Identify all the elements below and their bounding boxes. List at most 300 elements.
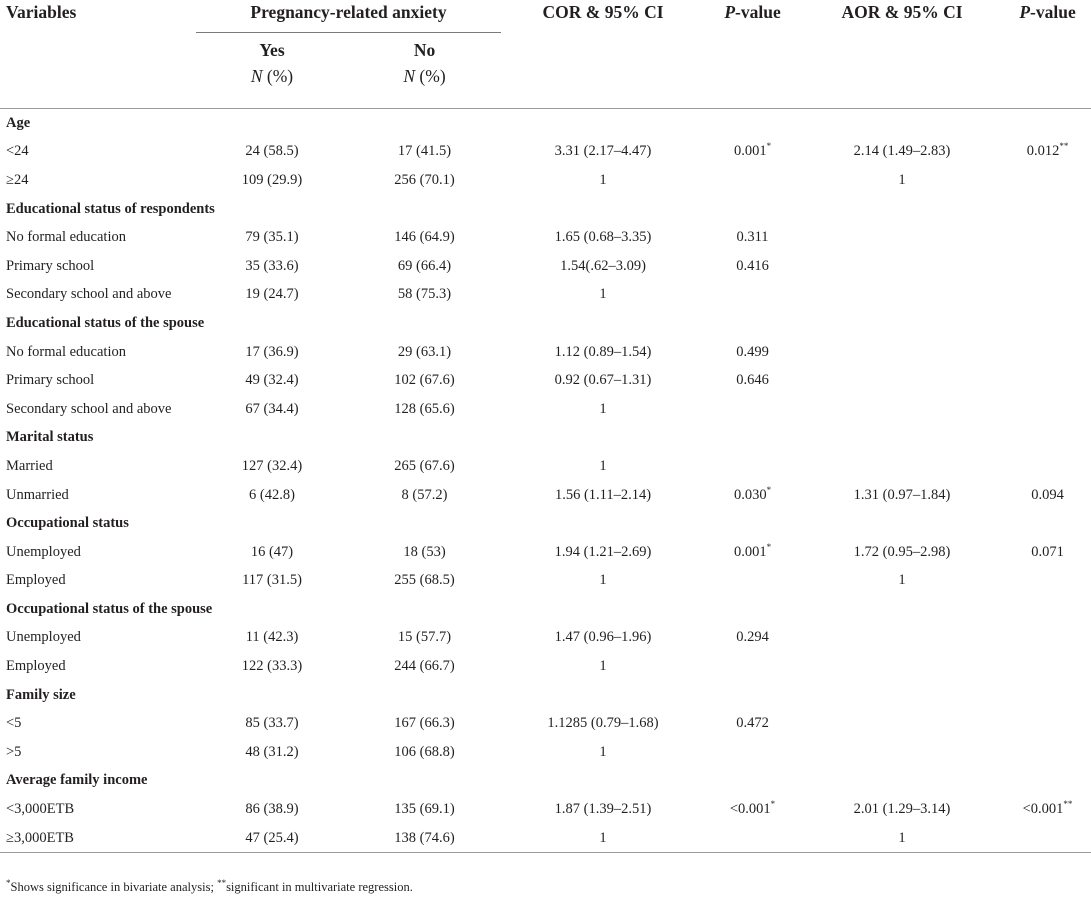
cell-yes-text: 86 (38.9) bbox=[245, 801, 299, 818]
table-row bbox=[0, 395, 1091, 424]
cell-no bbox=[348, 366, 501, 395]
cell-p-value-2 bbox=[1004, 567, 1091, 596]
cell-p-value-1-significance-mark: * bbox=[766, 541, 772, 552]
cell-cor-text: 1 bbox=[599, 286, 607, 303]
cell-p-value-2-text: 0.094 bbox=[1031, 486, 1064, 503]
cell-yes bbox=[196, 795, 348, 824]
cell-cor-text: 1.94 (1.21–2.69) bbox=[554, 543, 652, 560]
cell-aor bbox=[800, 824, 1004, 853]
cell-yes-text: 49 (32.4) bbox=[245, 372, 299, 389]
subheader-n-percent bbox=[348, 63, 501, 89]
cell-p-value-1 bbox=[705, 223, 800, 252]
cell-yes bbox=[196, 709, 348, 738]
cell-p-value-1 bbox=[705, 567, 800, 596]
cell-p-value-1 bbox=[705, 652, 800, 681]
cell-p-value-2 bbox=[1004, 624, 1091, 653]
cell-cor-text: 1 bbox=[599, 829, 607, 846]
cell-p-value-2 bbox=[1004, 538, 1091, 567]
cell-empty bbox=[348, 195, 501, 224]
cell-empty bbox=[196, 595, 348, 624]
cell-yes-text: 11 (42.3) bbox=[245, 629, 299, 646]
cell-p-value-1-text: 0.416 bbox=[736, 257, 769, 274]
cell-p-value-1-text: 0.472 bbox=[736, 715, 769, 732]
cell-no-text: 8 (57.2) bbox=[401, 486, 448, 503]
cell-empty bbox=[1004, 109, 1091, 138]
cell-p-value-1 bbox=[705, 795, 800, 824]
cell-empty bbox=[196, 424, 348, 453]
cell-cor-text: 1 bbox=[599, 658, 607, 675]
cell-empty bbox=[501, 595, 705, 624]
header-p-rest: -value bbox=[735, 2, 781, 22]
cell-p-value-1 bbox=[705, 738, 800, 767]
group-header-row bbox=[0, 509, 1091, 538]
cell-variable-text: Unemployed bbox=[6, 543, 81, 560]
cell-no bbox=[348, 738, 501, 767]
cell-empty bbox=[800, 681, 1004, 710]
table-row bbox=[0, 567, 1091, 596]
cell-cor bbox=[501, 624, 705, 653]
cell-cor bbox=[501, 395, 705, 424]
cell-aor bbox=[800, 452, 1004, 481]
cell-yes-text: 17 (36.9) bbox=[245, 343, 299, 360]
subheader-empty bbox=[0, 33, 196, 109]
subheader-no-label: No bbox=[413, 40, 436, 60]
cell-p-value-2 bbox=[1004, 138, 1091, 167]
cell-no bbox=[348, 481, 501, 510]
cell-cor bbox=[501, 538, 705, 567]
cell-empty bbox=[705, 424, 800, 453]
cell-p-value-1-text: 0.499 bbox=[736, 343, 769, 360]
cell-empty bbox=[800, 424, 1004, 453]
cell-empty bbox=[800, 767, 1004, 796]
cell-p-value-2-text: 0.071 bbox=[1031, 543, 1064, 560]
cell-p-value-1 bbox=[705, 366, 800, 395]
cell-p-value-2 bbox=[1004, 481, 1091, 510]
cell-no-text: 17 (41.5) bbox=[397, 143, 452, 160]
cell-empty bbox=[1004, 424, 1091, 453]
cell-no bbox=[348, 567, 501, 596]
cell-p-value-1 bbox=[705, 138, 800, 167]
cell-yes-text: 48 (31.2) bbox=[245, 743, 299, 760]
cell-variable-text: No formal education bbox=[6, 229, 126, 246]
cell-variable-text: Employed bbox=[6, 572, 66, 589]
cell-variable bbox=[0, 281, 196, 310]
cell-variable bbox=[0, 481, 196, 510]
cell-aor bbox=[800, 223, 1004, 252]
table-row bbox=[0, 366, 1091, 395]
cell-aor bbox=[800, 652, 1004, 681]
cell-variable bbox=[0, 109, 196, 138]
cell-no bbox=[348, 824, 501, 853]
cell-p-value-1-significance-mark: * bbox=[766, 141, 772, 152]
cell-empty bbox=[800, 309, 1004, 338]
cell-yes-text: 67 (34.4) bbox=[245, 400, 299, 417]
cell-p-value-1 bbox=[705, 452, 800, 481]
cell-aor-text: 2.01 (1.29–3.14) bbox=[853, 801, 951, 818]
cell-variable bbox=[0, 624, 196, 653]
cell-empty bbox=[196, 109, 348, 138]
cell-empty bbox=[501, 767, 705, 796]
table-row bbox=[0, 166, 1091, 195]
cell-variable bbox=[0, 395, 196, 424]
cell-cor-text: 1.87 (1.39–2.51) bbox=[554, 801, 652, 818]
cell-empty bbox=[501, 424, 705, 453]
cell-p-value-1 bbox=[705, 624, 800, 653]
subheader-n-percent bbox=[196, 63, 348, 89]
cell-yes bbox=[196, 624, 348, 653]
cell-yes-text: 122 (33.3) bbox=[241, 658, 303, 675]
cell-empty bbox=[501, 309, 705, 338]
cell-yes bbox=[196, 538, 348, 567]
cell-variable-text: ≥3,000ETB bbox=[6, 829, 74, 846]
cell-no bbox=[348, 624, 501, 653]
cell-yes bbox=[196, 824, 348, 853]
cell-variable-text: >5 bbox=[6, 743, 22, 760]
cell-no-text: 244 (66.7) bbox=[394, 658, 455, 675]
cell-empty bbox=[800, 195, 1004, 224]
cell-p-value-1-text: 0.311 bbox=[736, 229, 769, 246]
cell-aor bbox=[800, 338, 1004, 367]
cell-variable-text: Age bbox=[6, 114, 31, 131]
cell-yes bbox=[196, 452, 348, 481]
cell-no-text: 29 (63.1) bbox=[397, 343, 452, 360]
cell-p-value-2 bbox=[1004, 452, 1091, 481]
cell-p-value-2 bbox=[1004, 824, 1091, 853]
header-cor: COR & 95% CI bbox=[542, 2, 664, 22]
cell-empty bbox=[501, 681, 705, 710]
cell-cor-text: 1 bbox=[599, 572, 607, 589]
cell-p-value-2 bbox=[1004, 252, 1091, 281]
cell-p-value-2 bbox=[1004, 795, 1091, 824]
cell-variable-text: Occupational status of the spouse bbox=[6, 600, 213, 617]
cell-no bbox=[348, 252, 501, 281]
cell-p-value-1-text: 0.001 bbox=[733, 543, 767, 560]
cell-cor-text: 1 bbox=[599, 400, 607, 417]
cell-no bbox=[348, 281, 501, 310]
cell-cor-text: 3.31 (2.17–4.47) bbox=[554, 143, 652, 160]
cell-p-value-2 bbox=[1004, 166, 1091, 195]
cell-aor bbox=[800, 738, 1004, 767]
cell-no-text: 69 (66.4) bbox=[397, 257, 452, 274]
cell-yes bbox=[196, 481, 348, 510]
cell-cor bbox=[501, 366, 705, 395]
cell-aor bbox=[800, 624, 1004, 653]
cell-cor bbox=[501, 824, 705, 853]
cell-variable-text: Secondary school and above bbox=[6, 286, 172, 303]
header-p-value-1 bbox=[705, 0, 800, 33]
cell-yes bbox=[196, 652, 348, 681]
cell-cor-text: 0.92 (0.67–1.31) bbox=[554, 372, 652, 389]
cell-aor-text: 2.14 (1.49–2.83) bbox=[853, 143, 951, 160]
cell-aor bbox=[800, 138, 1004, 167]
cell-p-value-1 bbox=[705, 166, 800, 195]
cell-variable-text: Secondary school and above bbox=[6, 400, 172, 417]
cell-p-value-1-text: 0.646 bbox=[736, 372, 769, 389]
cell-no-text: 146 (64.9) bbox=[394, 229, 455, 246]
cell-empty bbox=[1004, 681, 1091, 710]
cell-cor bbox=[501, 652, 705, 681]
cell-no bbox=[348, 395, 501, 424]
cell-empty bbox=[800, 509, 1004, 538]
cell-empty bbox=[705, 195, 800, 224]
footnote-text-1: Shows significance in bivariate analysis; bbox=[10, 880, 218, 894]
cell-p-value-1 bbox=[705, 824, 800, 853]
table-end-rule bbox=[0, 853, 1091, 854]
subheader-yes bbox=[196, 33, 348, 109]
cell-variable bbox=[0, 595, 213, 624]
table-row bbox=[0, 223, 1091, 252]
cell-no bbox=[348, 452, 501, 481]
cell-aor bbox=[800, 166, 1004, 195]
table-end-line bbox=[0, 853, 1091, 854]
cell-aor bbox=[800, 395, 1004, 424]
table-row bbox=[0, 252, 1091, 281]
header-p-italic: P bbox=[1019, 2, 1031, 22]
cell-variable-text: Educational status of respondents bbox=[6, 200, 215, 217]
footnote-sup-2: ** bbox=[217, 877, 227, 888]
header-aor: AOR & 95% CI bbox=[841, 2, 963, 22]
footnote-text-2: significant in multivariate regression. bbox=[226, 880, 413, 894]
cell-p-value-1 bbox=[705, 481, 800, 510]
cell-yes bbox=[196, 252, 348, 281]
cell-variable-text: Family size bbox=[6, 686, 76, 703]
cell-no-text: 128 (65.6) bbox=[394, 400, 455, 417]
table-row bbox=[0, 338, 1091, 367]
cell-empty bbox=[800, 109, 1004, 138]
n-rest: (%) bbox=[415, 66, 446, 86]
cell-empty bbox=[501, 109, 705, 138]
cell-no-text: 106 (68.8) bbox=[394, 743, 455, 760]
header-variables: Variables bbox=[6, 2, 77, 22]
cell-p-value-1-text: 0.001 bbox=[733, 143, 767, 160]
group-header-row bbox=[0, 195, 1091, 224]
cell-cor-text: 1.1285 (0.79–1.68) bbox=[547, 715, 659, 732]
cell-variable bbox=[0, 195, 215, 224]
cell-variable bbox=[0, 138, 196, 167]
cell-cor-text: 1.47 (0.96–1.96) bbox=[554, 629, 652, 646]
cell-cor bbox=[501, 138, 705, 167]
cell-yes bbox=[196, 281, 348, 310]
header-p-rest: -value bbox=[1030, 2, 1076, 22]
cell-empty bbox=[800, 595, 1004, 624]
cell-variable bbox=[0, 567, 196, 596]
cell-empty bbox=[348, 509, 501, 538]
cell-no-text: 135 (69.1) bbox=[394, 801, 455, 818]
cell-yes bbox=[196, 166, 348, 195]
cell-cor-text: 1 bbox=[599, 457, 607, 474]
cell-yes-text: 79 (35.1) bbox=[245, 229, 299, 246]
cell-variable bbox=[0, 424, 196, 453]
cell-cor-text: 1.54(.62–3.09) bbox=[560, 257, 646, 274]
cell-no-text: 255 (68.5) bbox=[394, 572, 455, 589]
cell-empty bbox=[196, 767, 348, 796]
cell-empty bbox=[1004, 195, 1091, 224]
cell-variable-text: Educational status of the spouse bbox=[6, 314, 205, 331]
cell-aor bbox=[800, 538, 1004, 567]
subheader-empty bbox=[800, 33, 1004, 109]
cell-empty bbox=[1004, 595, 1091, 624]
subheader-no bbox=[348, 33, 501, 109]
subheader-yes-label: Yes bbox=[259, 40, 285, 60]
cell-p-value-1-text: 0.294 bbox=[736, 629, 769, 646]
table-row bbox=[0, 538, 1091, 567]
cell-empty bbox=[501, 195, 705, 224]
cell-empty bbox=[348, 681, 501, 710]
cell-empty bbox=[1004, 767, 1091, 796]
cell-empty bbox=[705, 309, 800, 338]
cell-cor bbox=[501, 452, 705, 481]
footnote-sup-1: * bbox=[6, 877, 11, 888]
cell-cor bbox=[501, 252, 705, 281]
cell-cor bbox=[501, 281, 705, 310]
header-p-value-2 bbox=[1004, 0, 1091, 33]
cell-variable bbox=[0, 452, 196, 481]
cell-cor bbox=[501, 481, 705, 510]
cell-empty bbox=[705, 509, 800, 538]
table-row bbox=[0, 138, 1091, 167]
cell-variable bbox=[0, 538, 196, 567]
cell-empty bbox=[196, 681, 348, 710]
cell-p-value-2 bbox=[1004, 223, 1091, 252]
cell-yes-text: 19 (24.7) bbox=[245, 286, 299, 303]
cell-p-value-1 bbox=[705, 281, 800, 310]
cell-variable bbox=[0, 252, 196, 281]
cell-variable bbox=[0, 681, 196, 710]
cell-yes-text: 117 (31.5) bbox=[242, 572, 302, 589]
cell-no bbox=[348, 652, 501, 681]
cell-no bbox=[348, 166, 501, 195]
cell-cor bbox=[501, 709, 705, 738]
cell-variable bbox=[0, 338, 196, 367]
cell-aor-text: 1.72 (0.95–2.98) bbox=[853, 543, 951, 560]
cell-p-value-1-significance-mark: * bbox=[770, 799, 776, 810]
cell-p-value-2-text: <0.001 bbox=[1022, 801, 1064, 818]
cell-cor bbox=[501, 567, 705, 596]
cell-no-text: 102 (67.6) bbox=[394, 372, 455, 389]
n-italic: N bbox=[403, 66, 416, 86]
cell-yes bbox=[196, 223, 348, 252]
cell-cor-text: 1.65 (0.68–3.35) bbox=[554, 229, 652, 246]
header-row bbox=[0, 0, 1091, 33]
cell-p-value-1 bbox=[705, 709, 800, 738]
cell-empty bbox=[501, 509, 705, 538]
cell-aor bbox=[800, 481, 1004, 510]
cell-no-text: 58 (75.3) bbox=[397, 286, 452, 303]
cell-no bbox=[348, 795, 501, 824]
table-row bbox=[0, 624, 1091, 653]
cell-yes-text: 109 (29.9) bbox=[241, 171, 303, 188]
table-row bbox=[0, 824, 1091, 853]
cell-cor-text: 1 bbox=[599, 743, 607, 760]
cell-empty bbox=[196, 309, 348, 338]
cell-variable bbox=[0, 767, 196, 796]
cell-variable-text: Marital status bbox=[6, 429, 94, 446]
group-header-row bbox=[0, 681, 1091, 710]
cell-yes bbox=[196, 395, 348, 424]
cell-variable bbox=[0, 223, 196, 252]
cell-variable bbox=[0, 795, 196, 824]
cell-p-value-2 bbox=[1004, 738, 1091, 767]
cell-p-value-1 bbox=[705, 252, 800, 281]
table-row bbox=[0, 281, 1091, 310]
cell-aor bbox=[800, 795, 1004, 824]
n-italic: N bbox=[250, 66, 263, 86]
cell-cor bbox=[501, 338, 705, 367]
cell-cor bbox=[501, 738, 705, 767]
cell-aor-text: 1 bbox=[898, 171, 906, 188]
cell-variable bbox=[0, 309, 205, 338]
cell-yes bbox=[196, 366, 348, 395]
cell-yes bbox=[196, 338, 348, 367]
cell-yes-text: 47 (25.4) bbox=[245, 829, 299, 846]
cell-variable-text: Unmarried bbox=[6, 486, 69, 503]
cell-variable-text: Primary school bbox=[6, 257, 95, 274]
table-footnote bbox=[6, 877, 413, 895]
cell-yes bbox=[196, 738, 348, 767]
cell-cor-text: 1.56 (1.11–2.14) bbox=[554, 486, 652, 503]
table-row bbox=[0, 652, 1091, 681]
subheader-empty bbox=[705, 33, 800, 109]
cell-aor bbox=[800, 567, 1004, 596]
cell-no-text: 15 (57.7) bbox=[397, 629, 452, 646]
cell-no-text: 138 (74.6) bbox=[394, 829, 455, 846]
cell-empty bbox=[196, 195, 348, 224]
header-p-italic: P bbox=[724, 2, 736, 22]
cell-p-value-1-significance-mark: * bbox=[766, 484, 772, 495]
cell-variable bbox=[0, 509, 196, 538]
header-pregnancy-anxiety: Pregnancy-related anxiety bbox=[196, 0, 501, 33]
cell-p-value-2 bbox=[1004, 709, 1091, 738]
group-header-row bbox=[0, 595, 1091, 624]
cell-cor-text: 1.12 (0.89–1.54) bbox=[554, 343, 652, 360]
cell-cor bbox=[501, 223, 705, 252]
cell-p-value-2-text: 0.012 bbox=[1026, 143, 1060, 160]
cell-empty bbox=[348, 309, 501, 338]
cell-variable-text: Unemployed bbox=[6, 629, 81, 646]
table-body bbox=[0, 109, 1091, 853]
subheader-empty bbox=[501, 33, 705, 109]
group-header-row bbox=[0, 767, 1091, 796]
cell-empty bbox=[348, 767, 501, 796]
cell-variable-text: Employed bbox=[6, 658, 66, 675]
cell-p-value-1 bbox=[705, 395, 800, 424]
cell-p-value-1-text: 0.030 bbox=[733, 486, 767, 503]
cell-p-value-1-text: <0.001 bbox=[729, 801, 771, 818]
cell-aor bbox=[800, 709, 1004, 738]
group-header-row bbox=[0, 424, 1091, 453]
cell-p-value-2-significance-mark: ** bbox=[1059, 141, 1069, 152]
cell-variable bbox=[0, 824, 196, 853]
cell-p-value-1 bbox=[705, 538, 800, 567]
table-row bbox=[0, 481, 1091, 510]
cell-aor bbox=[800, 281, 1004, 310]
table-row bbox=[0, 795, 1091, 824]
cell-empty bbox=[1004, 309, 1091, 338]
cell-no bbox=[348, 538, 501, 567]
cell-yes bbox=[196, 567, 348, 596]
cell-variable bbox=[0, 652, 196, 681]
cell-empty bbox=[348, 424, 501, 453]
cell-no bbox=[348, 709, 501, 738]
cell-p-value-2 bbox=[1004, 338, 1091, 367]
cell-yes-text: 127 (32.4) bbox=[241, 457, 303, 474]
cell-aor bbox=[800, 366, 1004, 395]
cell-variable bbox=[0, 166, 196, 195]
cell-no-text: 256 (70.1) bbox=[394, 171, 455, 188]
cell-variable-text: <5 bbox=[6, 715, 22, 732]
cell-variable-text: <3,000ETB bbox=[6, 801, 75, 818]
group-header-row bbox=[0, 309, 1091, 338]
